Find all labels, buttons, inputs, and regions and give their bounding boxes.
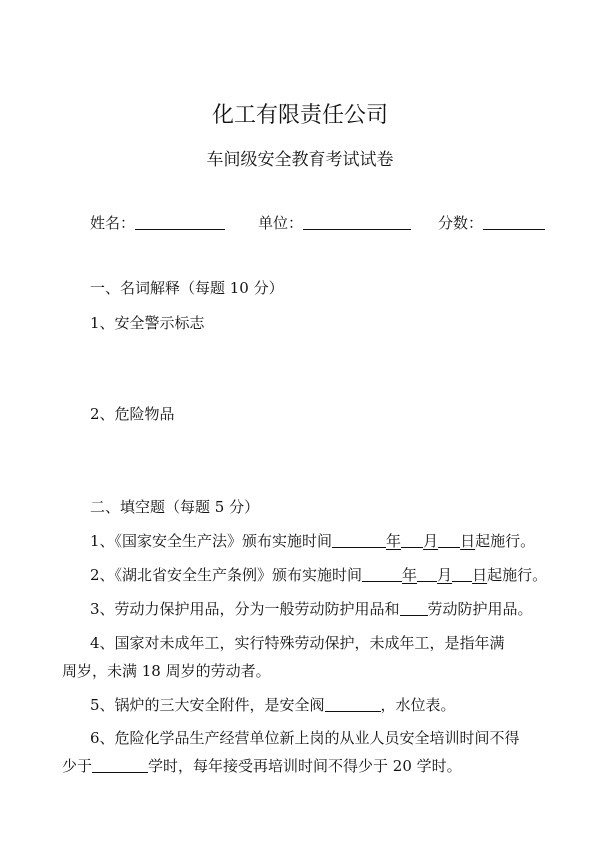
section1-heading: 一、名词解释（每题 10 分） [90,279,284,297]
fill-question-1 [90,530,535,551]
fill-question-3 [90,598,533,619]
section2-heading: 二、填空题（每题 5 分） [90,498,260,516]
score-field [438,212,545,233]
q1-month: 月 [423,532,439,550]
q3-blank[interactable] [400,601,428,616]
q3-prefix: 3、劳动力保护用品，分为一般劳动防护用品和 [90,600,400,618]
q6-suffix: 学时，每年接受再培训时间不得少于 20 学时。 [148,757,462,775]
exam-subtitle: 车间级安全教育考试试卷 [206,150,394,170]
q2-year-blank[interactable] [362,567,402,582]
fill-question-6-line-1: 6、危险化学品生产经营单位新上岗的从业人员安全培训时间不得 [90,729,520,747]
section1-question-2: 2、危险物品 [90,405,175,423]
q2-suffix: 起施行。 [487,566,548,584]
q6-prefix: 少于 [62,757,93,775]
q5-prefix: 5、锅炉的三大安全附件，是安全阀 [90,696,325,714]
q1-suffix: 起施行。 [475,532,536,550]
q2-month: 月 [437,566,453,584]
unit-blank[interactable] [303,215,411,230]
q1-year: 年 [386,532,402,550]
name-blank[interactable] [135,215,225,230]
section1-question-1: 1、安全警示标志 [90,314,205,332]
q1-prefix: 1、《国家安全生产法》颁布实施时间 [90,532,333,550]
q3-suffix: 劳动防护用品。 [427,600,533,618]
name-field [90,212,225,233]
q1-month-blank[interactable] [401,533,423,548]
company-title: 化工有限责任公司 [211,103,388,128]
score-blank[interactable] [483,215,545,230]
score-label: 分数： [438,214,484,232]
q2-day-blank[interactable] [452,567,472,582]
q2-day: 日 [472,566,488,584]
q1-day-blank[interactable] [438,533,460,548]
fill-question-6-line-2 [62,755,462,776]
q1-day: 日 [460,532,476,550]
unit-label: 单位： [258,214,304,232]
q1-year-blank[interactable] [332,533,386,548]
fill-question-4-line-1: 4、国家对未成年工，实行特殊劳动保护，未成年工，是指年满 [90,634,505,652]
fill-question-2 [90,564,547,585]
q2-prefix: 2、《湖北省安全生产条例》颁布实施时间 [90,566,363,584]
q5-suffix: ，水位表。 [380,696,456,714]
name-label: 姓名： [90,214,136,232]
q5-blank[interactable] [325,697,381,712]
q6-blank[interactable] [92,758,148,773]
fill-question-5 [90,694,456,715]
fill-question-4-line-2: 周岁，未满 18 周岁的劳动者。 [62,662,271,680]
q2-month-blank[interactable] [417,567,437,582]
q2-year: 年 [402,566,418,584]
unit-field [258,212,411,233]
